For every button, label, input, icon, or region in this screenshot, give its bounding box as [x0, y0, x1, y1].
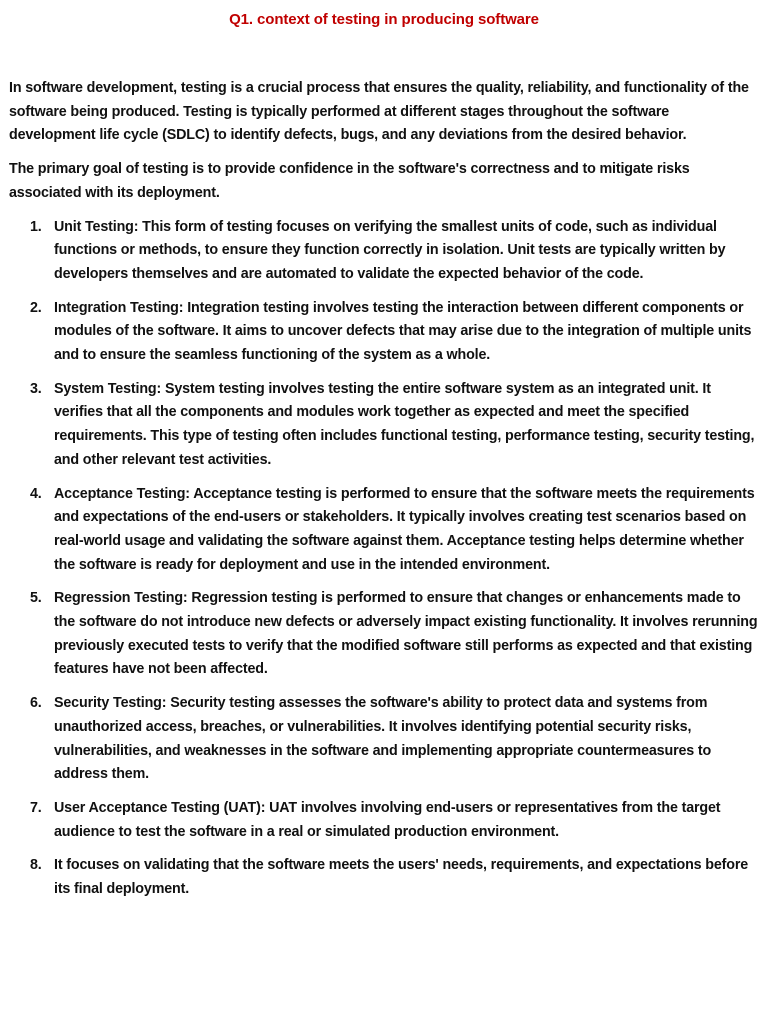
list-item	[9, 692, 759, 787]
list-item	[9, 216, 759, 287]
list-item-text: User Acceptance Testing (UAT): UAT involves involving end-users or representatives from the target audience to test the software in a real or simulated production environment.	[54, 799, 721, 840]
testing-types-list	[9, 216, 759, 902]
list-item-text: It focuses on validating that the software meets the users' needs, requirements, and expectations before its final deployment.	[54, 857, 749, 898]
list-item-number: 3.	[30, 380, 42, 397]
list-item-text: Security Testing: Security testing assesses the software's ability to protect data and systems from unauthorized access, breaches, or vulnerabilities. It involves identifying potential security risks, vulnerabilities, and weaknesses in the software and implementing appropriate countermeasures to address them.	[54, 695, 712, 783]
intro-paragraph: In software development, testing is a crucial process that ensures the quality, reliability, and functionality of the software being produced. Testing is typically performed at different stages throughout the software development life cycle (SDLC) to identify defects, bugs, and any deviations from the desired behavior.	[9, 80, 749, 144]
list-item-number: 5.	[30, 590, 42, 607]
list-item-number: 7.	[30, 799, 42, 816]
goal-paragraph: The primary goal of testing is to provide confidence in the software's correctness and to mitigate risks associated with its deployment.	[9, 161, 690, 201]
list-item	[9, 297, 759, 368]
list-item-number: 6.	[30, 695, 42, 712]
list-item	[9, 797, 759, 844]
list-item	[9, 483, 759, 578]
document-body	[9, 77, 759, 912]
list-item-number: 8.	[30, 857, 42, 874]
list-item-number: 1.	[30, 218, 42, 235]
list-item-number: 2.	[30, 299, 42, 316]
list-item-text: Acceptance Testing: Acceptance testing is performed to ensure that the software meets the requirements and expectations of the end-users or stakeholders. It typically involves creating test scenarios based on real-world usage and validating the software against them. Acceptance testing helps determine whether the software is ready for deployment and use in the intended environment.	[54, 485, 755, 573]
list-item-text: Regression Testing: Regression testing is performed to ensure that changes or enhancements made to the software do not introduce new defects or adversely impact existing functionality. It involves rerunning previously executed tests to verify that the modified software still performs as expected and that existing features have not been affected.	[54, 590, 758, 678]
list-item-text: System Testing: System testing involves testing the entire software system as an integrated unit. It verifies that all the components and modules work together as expected and meet the specified requirements. This type of testing often includes functional testing, performance testing, security testing, and other relevant test activities.	[54, 380, 755, 468]
list-item	[9, 378, 759, 473]
list-item-text: Integration Testing: Integration testing involves testing the interaction between different components or modules of the software. It aims to uncover defects that may arise due to the integration of multiple units and to ensure the seamless functioning of the system as a whole.	[54, 299, 752, 364]
list-item-number: 4.	[30, 485, 42, 502]
list-item	[9, 854, 759, 901]
list-item-text: Unit Testing: This form of testing focuses on verifying the smallest units of code, such as individual functions or methods, to ensure they function correctly in isolation. Unit tests are typically written by developers themselves and are automated to validate the expected behavior of the code.	[54, 218, 726, 282]
list-item	[9, 587, 759, 682]
document-title: Q1. context of testing in producing software	[229, 11, 539, 28]
